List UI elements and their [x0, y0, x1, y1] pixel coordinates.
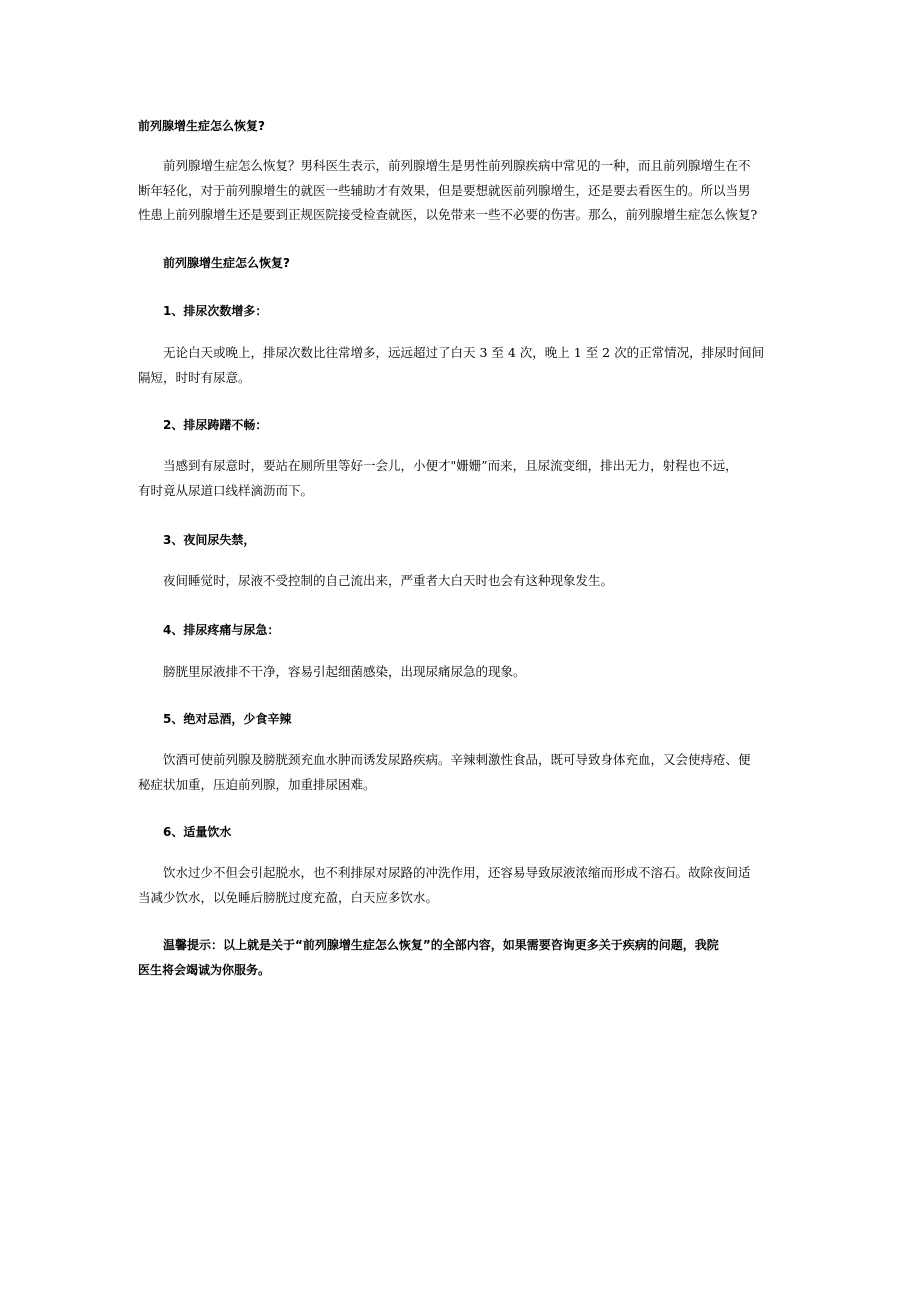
- intro-line: 断年轻化，对于前列腺增生的就医一些辅助才有效果，但是要想就医前列腺增生，还是要去看医生的。所以当男: [138, 182, 751, 198]
- section-heading: 4、排尿疼痛与尿急：: [163, 623, 280, 637]
- section-line: 夜间睡觉时，尿液不受控制的自己流出来，严重者大白天时也会有这种现象发生。: [163, 573, 614, 588]
- section-paragraph: [138, 660, 811, 685]
- section-heading: 5、绝对忌酒，少食辛辣: [163, 712, 292, 726]
- tip-paragraph: [138, 933, 811, 982]
- subtitle: 前列腺增生症怎么恢复?: [163, 256, 290, 270]
- section-paragraph: [138, 454, 811, 503]
- tip-line: 温馨提示：以上就是关于“前列腺增生症怎么恢复”的全部内容，如果需要咨询更多关于疾病的问题，我院: [163, 938, 719, 952]
- section-line: 无论白天或晚上，排尿次数比往常增多，远远超过了白天 3 至 4 次，晚上 1 至 2 次的正常情况，排尿时间间: [163, 345, 765, 360]
- section-paragraph: [138, 861, 811, 910]
- intro-line: 前列腺增生症怎么恢复？男科医生表示，前列腺增生是男性前列腺疾病中常见的一种，而且前列腺增生在不: [163, 158, 751, 173]
- section-heading: 2、排尿踌躇不畅：: [163, 418, 268, 432]
- section-heading: 3、夜间尿失禁，: [163, 533, 256, 547]
- section-line: 饮水过少不但会引起脱水，也不利排尿对尿路的冲洗作用，还容易导致尿液浓缩而形成不溶石。故除夜间适: [163, 865, 751, 880]
- section-line: 当减少饮水，以免睡后膀胱过度充盈，白天应多饮水。: [138, 889, 439, 905]
- section-line: 膀胱里尿液排不干净，容易引起细菌感染，出现尿痛尿急的现象。: [163, 664, 526, 679]
- section-heading: 6、适量饮水: [163, 825, 232, 839]
- section-heading: 1、排尿次数增多：: [163, 304, 268, 318]
- tip-line: 医生将会竭诚为你服务。: [138, 962, 271, 977]
- section-line: 饮酒可使前列腺及膀胱颈充血水肿而诱发尿路疾病。辛辣刺激性食品，既可导致身体充血，又会使痔疮、便: [163, 752, 751, 767]
- section-line: 隔短，时时有尿意。: [138, 369, 251, 385]
- intro-line: 性患上前列腺增生还是要到正规医院接受检查就医，以免带来一些不必要的伤害。那么，前列腺增生症怎么恢复?: [138, 207, 758, 222]
- document-title: 前列腺增生症怎么恢复?: [138, 119, 265, 133]
- section-line: 有时竟从尿道口线样滴沥而下。: [138, 482, 314, 498]
- section-paragraph: [138, 569, 811, 594]
- section-line: 秘症状加重，压迫前列腺，加重排尿困难。: [138, 776, 376, 792]
- section-line: 当感到有尿意时，要站在厕所里等好一会儿，小便才"姗姗”而来，且尿流变细，排出无力，射程也不远，: [163, 458, 738, 473]
- intro-paragraph: [138, 154, 811, 228]
- section-paragraph: [138, 341, 811, 390]
- section-paragraph: [138, 748, 811, 797]
